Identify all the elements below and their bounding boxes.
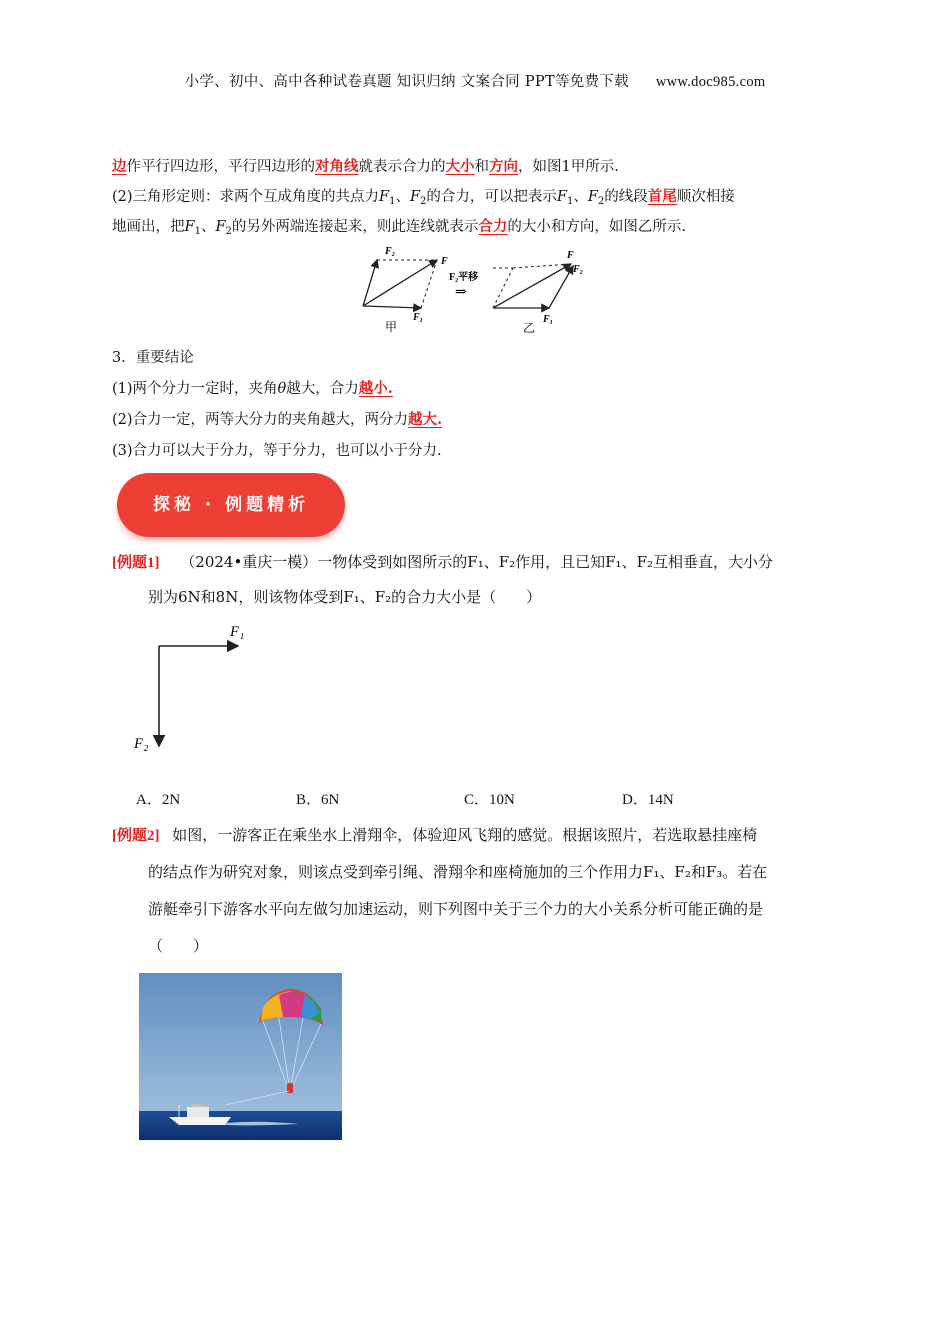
double-arrow: ⇒ bbox=[455, 285, 467, 300]
example2-line4: （ ） bbox=[148, 937, 209, 955]
option-a[interactable]: A．2N bbox=[136, 792, 181, 808]
highlight-diagonal: 对角线 bbox=[315, 158, 359, 175]
label-shift: F₂平移 bbox=[449, 272, 479, 283]
label-F2-jia: F₂ bbox=[385, 246, 396, 257]
diagram-jia bbox=[363, 246, 448, 334]
label-F2-yi: F₂ bbox=[573, 264, 584, 275]
highlight-magnitude: 大小 bbox=[445, 158, 475, 175]
parasailing-photo bbox=[139, 973, 342, 1140]
label-F2: F₂ bbox=[134, 736, 149, 752]
page-header bbox=[0, 70, 950, 91]
highlight-resultant: 合力 bbox=[478, 218, 508, 235]
label-F1: F₁ bbox=[230, 624, 245, 640]
example1-line1: [例题1] （2024•重庆一模）一物体受到如图所示的F₁、F₂作用，且已知F₁、F₂互相垂直，大小分 bbox=[112, 553, 773, 571]
highlight-larger: 越大. bbox=[408, 411, 443, 428]
example1-force-figure bbox=[130, 618, 260, 758]
diagram-yi bbox=[493, 250, 583, 335]
option-b[interactable]: B．6N bbox=[296, 792, 340, 808]
example1-line2: 别为6N和8N，则该物体受到F₁、F₂的合力大小是（ ） bbox=[148, 588, 542, 606]
label-F-yi: F bbox=[567, 250, 574, 261]
conclusions-title: 3．重要结论 bbox=[112, 350, 194, 366]
section-banner bbox=[117, 473, 345, 537]
header-text: 小学、初中、高中各种试卷真题 知识归纳 文案合同 PPT等免费下载 bbox=[184, 74, 629, 90]
section-banner-label: 探秘 · 例题精析 bbox=[152, 495, 310, 515]
triangle-rule-line1: (2)三角形定则：求两个互成角度的共点力$F_1$、$F_2$的合力，可以把表示$F_1$、$F_2$的线段首尾顺次相接 bbox=[112, 188, 735, 207]
example2-line2: 的结点作为研究对象，则该点受到牵引绳、滑翔伞和座椅施加的三个作用力F₁、F₂和F₃。若在 bbox=[148, 863, 768, 881]
example2-line1: [例题2] 如图，一游客正在乘坐水上滑翔伞，体验迎风飞翔的感觉。根据该照片，若选取悬挂座椅 bbox=[112, 826, 758, 844]
triangle-rule-line2: 地画出，把$F_1$、$F_2$的另外两端连接起来，则此连线就表示合力的大小和方向，如图乙所示. bbox=[112, 218, 686, 237]
highlight-head-tail: 首尾 bbox=[647, 188, 677, 205]
option-c[interactable]: C．10N bbox=[464, 792, 515, 808]
label-yi: 乙 bbox=[523, 321, 536, 335]
conclusion-3: (3)合力可以大于分力，等于分力，也可以小于分力. bbox=[112, 443, 442, 459]
highlight-smaller: 越小. bbox=[358, 380, 393, 397]
parallelogram-rule-text: 边作平行四边形，平行四边形的对角线就表示合力的大小和方向，如图1甲所示. bbox=[112, 158, 619, 175]
force-diagram-figure bbox=[355, 246, 595, 338]
conclusion-1: (1)两个分力一定时，夹角θ越大，合力越小. bbox=[112, 380, 393, 397]
option-d[interactable]: D．14N bbox=[622, 792, 674, 808]
label-F-jia: F bbox=[441, 256, 448, 267]
example2-line3: 游艇牵引下游客水平向左做匀加速运动，则下列图中关于三个力的大小关系分析可能正确的是 bbox=[148, 900, 764, 918]
example2-tag: [例题2] bbox=[112, 828, 160, 844]
conclusion-2: (2)合力一定，两等大分力的夹角越大，两分力越大. bbox=[112, 411, 443, 428]
highlight-direction: 方向 bbox=[489, 158, 518, 175]
label-jia: 甲 bbox=[385, 320, 398, 334]
label-F1-jia: F₁ bbox=[413, 312, 424, 323]
header-url[interactable]: www.doc985.com bbox=[655, 74, 766, 90]
highlight-bian: 边 bbox=[112, 158, 127, 175]
example1-tag: [例题1] bbox=[112, 555, 160, 571]
label-F1-yi: F₁ bbox=[543, 314, 554, 325]
